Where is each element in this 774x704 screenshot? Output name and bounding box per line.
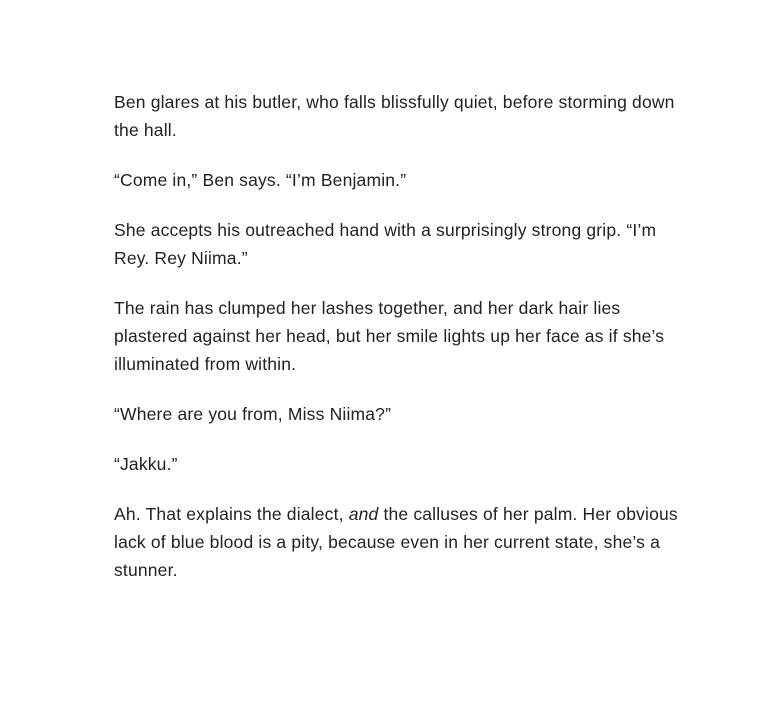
text-run: the calluses of her palm. Her obvious lack of blue blood is a pity, because even in her current state, she’s a stunner. bbox=[114, 504, 678, 580]
story-text-body bbox=[114, 88, 694, 584]
text-run: “Where are you from, Miss Niima?” bbox=[114, 404, 392, 424]
text-run: “Come in,” Ben says. “I’m Benjamin.” bbox=[114, 170, 407, 190]
paragraph bbox=[114, 294, 694, 378]
text-run: “Jakku.” bbox=[114, 454, 178, 474]
paragraph bbox=[114, 400, 694, 428]
paragraph bbox=[114, 500, 694, 584]
text-run: Ah. That explains the dialect, bbox=[114, 504, 349, 524]
text-run: The rain has clumped her lashes together, and her dark hair lies plastered against her head, but her smile lights up her face as if she’s illuminated from within. bbox=[114, 298, 665, 374]
paragraph bbox=[114, 450, 694, 478]
text-run: Ben glares at his butler, who falls blissfully quiet, before storming down the hall. bbox=[114, 92, 675, 140]
paragraph bbox=[114, 88, 694, 144]
paragraph bbox=[114, 166, 694, 194]
emphasis-text: and bbox=[348, 504, 379, 524]
text-run: She accepts his outreached hand with a surprisingly strong grip. “I’m Rey. Rey Niima.” bbox=[114, 220, 657, 268]
paragraph bbox=[114, 216, 694, 272]
